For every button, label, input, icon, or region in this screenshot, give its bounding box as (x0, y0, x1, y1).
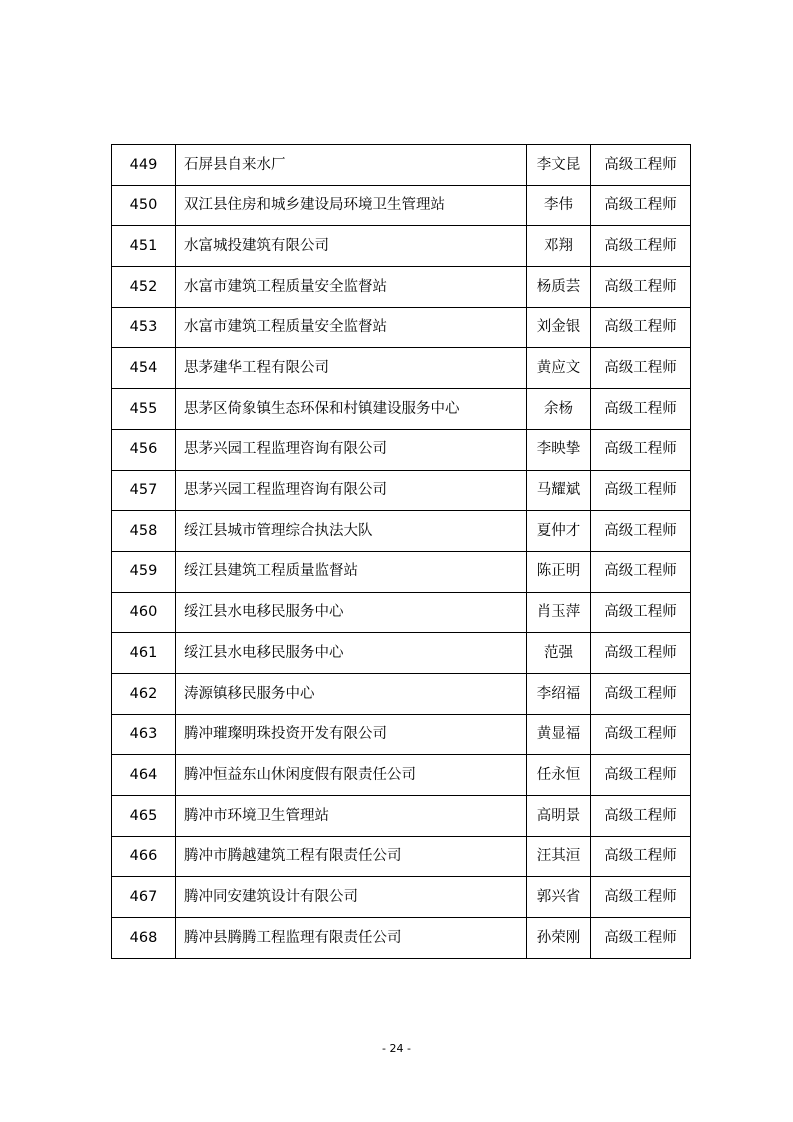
table-row (112, 755, 691, 796)
table-row (112, 592, 691, 633)
row-number: 452 (112, 267, 176, 308)
row-number: 464 (112, 755, 176, 796)
professional-title: 高级工程师 (591, 389, 691, 430)
table-row (112, 307, 691, 348)
table-row (112, 470, 691, 511)
person-name: 马耀斌 (527, 470, 591, 511)
unit-name: 水富市建筑工程质量安全监督站 (176, 267, 527, 308)
roster-table (111, 144, 691, 959)
professional-title: 高级工程师 (591, 633, 691, 674)
person-name: 黄应文 (527, 348, 591, 389)
table-row (112, 714, 691, 755)
row-number: 457 (112, 470, 176, 511)
unit-name: 腾冲恒益东山休闲度假有限责任公司 (176, 755, 527, 796)
unit-name: 腾冲同安建筑设计有限公司 (176, 877, 527, 918)
row-number: 458 (112, 511, 176, 552)
professional-title: 高级工程师 (591, 145, 691, 186)
person-name: 李伟 (527, 185, 591, 226)
table-row (112, 633, 691, 674)
table-row (112, 796, 691, 837)
page-number: - 24 - (382, 1042, 411, 1055)
row-number: 453 (112, 307, 176, 348)
person-name: 黄显福 (527, 714, 591, 755)
table-row (112, 511, 691, 552)
table-row (112, 267, 691, 308)
professional-title: 高级工程师 (591, 307, 691, 348)
person-name: 余杨 (527, 389, 591, 430)
professional-title: 高级工程师 (591, 714, 691, 755)
person-name: 邓翔 (527, 226, 591, 267)
unit-name: 涛源镇移民服务中心 (176, 673, 527, 714)
row-number: 455 (112, 389, 176, 430)
professional-title: 高级工程师 (591, 836, 691, 877)
unit-name: 绥江县城市管理综合执法大队 (176, 511, 527, 552)
professional-title: 高级工程师 (591, 348, 691, 389)
person-name: 任永恒 (527, 755, 591, 796)
table-row (112, 877, 691, 918)
unit-name: 思茅兴园工程监理咨询有限公司 (176, 470, 527, 511)
person-name: 刘金银 (527, 307, 591, 348)
row-number: 459 (112, 551, 176, 592)
table-row (112, 918, 691, 959)
professional-title: 高级工程师 (591, 796, 691, 837)
person-name: 肖玉萍 (527, 592, 591, 633)
professional-title: 高级工程师 (591, 918, 691, 959)
table-row (112, 389, 691, 430)
person-name: 陈正明 (527, 551, 591, 592)
row-number: 468 (112, 918, 176, 959)
professional-title: 高级工程师 (591, 226, 691, 267)
table-row (112, 673, 691, 714)
unit-name: 绥江县水电移民服务中心 (176, 633, 527, 674)
person-name: 汪其洹 (527, 836, 591, 877)
unit-name: 水富市建筑工程质量安全监督站 (176, 307, 527, 348)
person-name: 李文昆 (527, 145, 591, 186)
unit-name: 石屏县自来水厂 (176, 145, 527, 186)
professional-title: 高级工程师 (591, 673, 691, 714)
person-name: 高明景 (527, 796, 591, 837)
row-number: 460 (112, 592, 176, 633)
person-name: 夏仲才 (527, 511, 591, 552)
row-number: 467 (112, 877, 176, 918)
professional-title: 高级工程师 (591, 185, 691, 226)
professional-title: 高级工程师 (591, 551, 691, 592)
unit-name: 水富城投建筑有限公司 (176, 226, 527, 267)
professional-title: 高级工程师 (591, 267, 691, 308)
unit-name: 腾冲璀璨明珠投资开发有限公司 (176, 714, 527, 755)
professional-title: 高级工程师 (591, 755, 691, 796)
table-row (112, 226, 691, 267)
table-row (112, 145, 691, 186)
unit-name: 思茅区倚象镇生态环保和村镇建设服务中心 (176, 389, 527, 430)
professional-title: 高级工程师 (591, 592, 691, 633)
professional-title: 高级工程师 (591, 470, 691, 511)
table-row (112, 836, 691, 877)
unit-name: 腾冲市环境卫生管理站 (176, 796, 527, 837)
unit-name: 思茅建华工程有限公司 (176, 348, 527, 389)
row-number: 463 (112, 714, 176, 755)
table-row (112, 185, 691, 226)
unit-name: 双江县住房和城乡建设局环境卫生管理站 (176, 185, 527, 226)
row-number: 451 (112, 226, 176, 267)
table-row (112, 429, 691, 470)
row-number: 450 (112, 185, 176, 226)
roster-table-body (112, 145, 691, 959)
unit-name: 绥江县建筑工程质量监督站 (176, 551, 527, 592)
person-name: 郭兴省 (527, 877, 591, 918)
table-row (112, 551, 691, 592)
professional-title: 高级工程师 (591, 429, 691, 470)
row-number: 461 (112, 633, 176, 674)
unit-name: 腾冲县腾腾工程监理有限责任公司 (176, 918, 527, 959)
unit-name: 思茅兴园工程监理咨询有限公司 (176, 429, 527, 470)
row-number: 465 (112, 796, 176, 837)
professional-title: 高级工程师 (591, 511, 691, 552)
row-number: 454 (112, 348, 176, 389)
unit-name: 绥江县水电移民服务中心 (176, 592, 527, 633)
person-name: 范强 (527, 633, 591, 674)
person-name: 李映挚 (527, 429, 591, 470)
row-number: 456 (112, 429, 176, 470)
table-row (112, 348, 691, 389)
person-name: 李绍福 (527, 673, 591, 714)
unit-name: 腾冲市腾越建筑工程有限责任公司 (176, 836, 527, 877)
person-name: 孙荣刚 (527, 918, 591, 959)
professional-title: 高级工程师 (591, 877, 691, 918)
row-number: 449 (112, 145, 176, 186)
row-number: 466 (112, 836, 176, 877)
person-name: 杨质芸 (527, 267, 591, 308)
row-number: 462 (112, 673, 176, 714)
